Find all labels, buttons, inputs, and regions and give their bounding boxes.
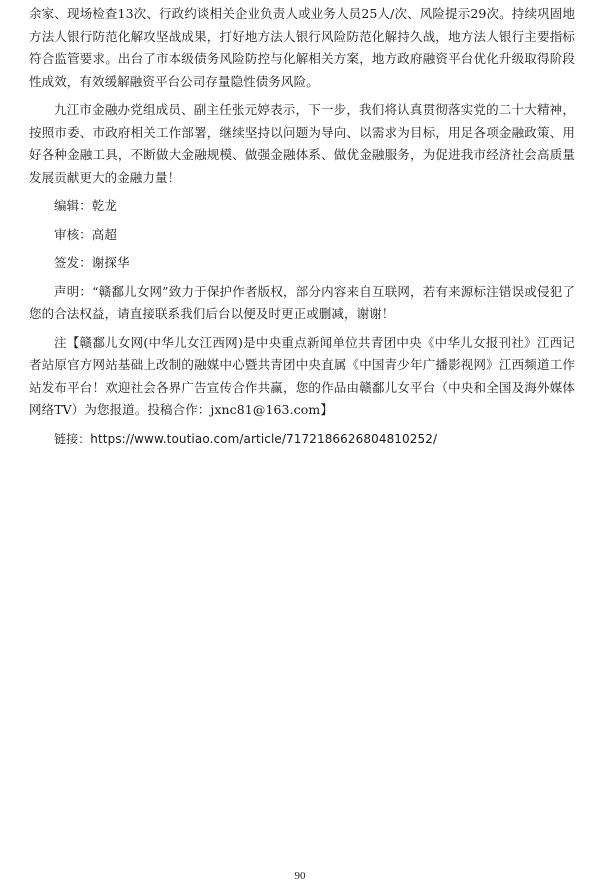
reviewer-credit: 审核：高超 bbox=[54, 226, 118, 242]
article-body bbox=[29, 3, 575, 456]
source-link-text[interactable]: 链接：https://www.toutiao.com/article/7172186626804810252/ bbox=[54, 431, 438, 446]
paragraph-next-steps: 九江市金融办党组成员、副主任张元婷表示，下一步，我们将认真贯彻落实党的二十大精神，按照市委、市政府相关工作部署，继续坚持以问题为导向、以需求为目标，用足各项金融政策、用好各种金融工具，不断做大金融规模、做强金融体系、做优金融服务，为促进我市经济社会高质量发展贡献更大的金融力量！ bbox=[29, 102, 575, 185]
copyright-statement: 声明：“赣鄱儿女网”致力于保护作者版权，部分内容来自互联网，若有来源标注错误或侵犯了您的合法权益，请直接联系我们后台以便及时更正或删减，谢谢！ bbox=[29, 283, 575, 321]
issuer-credit: 签发：谢探华 bbox=[54, 255, 130, 270]
page-number: 90 bbox=[294, 870, 306, 882]
platform-note: 注【赣鄱儿女网(中华儿女江西网)是中央重点新闻单位共青团中央《中华儿女报刊社》江西记者站原官方网站基础上改制的融媒中心暨共青团中央直属《中国青少年广播影视网》江西频道工作站发布平台！欢迎社会各界广告宣传合作共赢，您的作品由赣鄱儿女平台（中央和全国及海外媒体网络TV）为您报道。投稿合作：jxnc81@163.com】 bbox=[29, 334, 575, 417]
editor-credit: 编辑：乾龙 bbox=[54, 198, 118, 213]
paragraph-risk-control: 余家、现场检查13次、行政约谈相关企业负责人或业务人员25人/次、风险提示29次。持续巩固地方法人银行防范化解攻坚战成果，打好地方法人银行风险防范化解持久战，地方法人银行主要指标符合监管要求。出台了市本级债务风险防控与化解相关方案，地方政府融资平台优化升级取得阶段性成效，有效缓解融资平台公司存量隐性债务风险。 bbox=[29, 6, 575, 89]
source-link[interactable] bbox=[29, 428, 575, 451]
